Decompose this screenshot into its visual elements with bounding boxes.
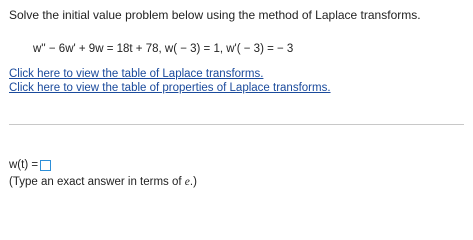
laplace-properties-link[interactable]: Click here to view the table of properties of Laplace transforms. — [9, 82, 331, 94]
differential-equation: w'' − 6w' + 9w = 18t + 78, w( − 3) = 1, w'( − 3) = − 3 — [33, 43, 294, 55]
answer-hint — [9, 176, 197, 188]
hint-suffix: .) — [189, 176, 197, 188]
hint-variable: e — [184, 176, 190, 188]
question-prompt: Solve the initial value problem below using the method of Laplace transforms. — [9, 8, 421, 22]
answer-input[interactable] — [40, 160, 51, 171]
laplace-table-link[interactable]: Click here to view the table of Laplace transforms. — [9, 68, 264, 80]
answer-row — [9, 158, 51, 172]
section-divider — [9, 124, 464, 125]
answer-label: w(t) = — [9, 159, 39, 171]
hint-text: (Type an exact answer in terms of — [9, 176, 185, 188]
